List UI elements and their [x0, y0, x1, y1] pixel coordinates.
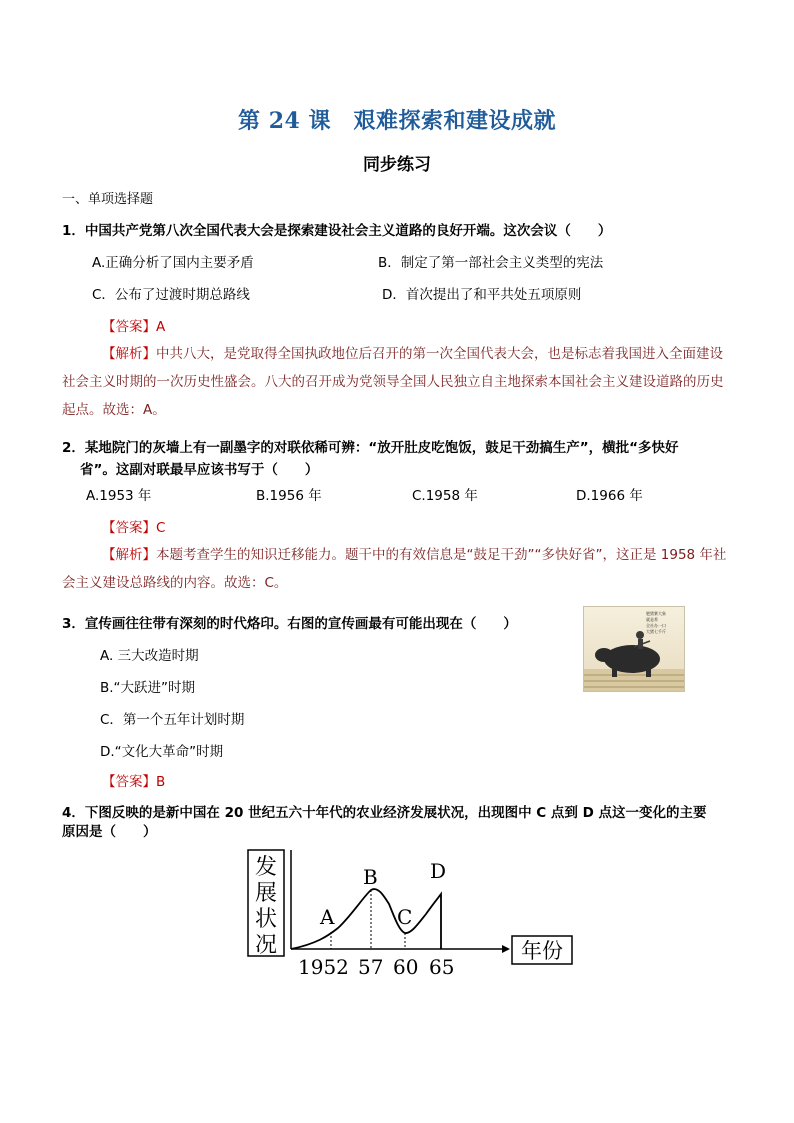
question-1-option-b: B．制定了第一部社会主义类型的宪法	[378, 255, 604, 271]
question-4-stem-line2: 原因是（ ）	[62, 824, 157, 840]
tick-label-1952: 1952	[298, 955, 349, 978]
propaganda-poster-image	[583, 606, 685, 692]
analysis-tag: 【解析】	[102, 547, 156, 563]
question-3-option-a: A. 三大改造时期	[100, 648, 199, 664]
point-label-c: C	[397, 905, 413, 929]
tick-label-65: 65	[429, 955, 455, 978]
analysis-text: 中共八大，是党取得全国执政地位后召开的第一次全国代表大会，也是标志着我国进入全面建设社会主义时期的一次历史性盛会。八大的召开成为党领导全国人民独立自主地探索本国社会主义建设道路的历史起点。故选：A。	[62, 346, 724, 418]
question-2-option-d: D.1966 年	[576, 488, 643, 504]
poster-caption-4: 大猪七千斤	[646, 629, 666, 634]
question-3-option-c: C．第一个五年计划时期	[100, 712, 245, 728]
question-1-option-a: A.正确分析了国内主要矛盾	[92, 255, 254, 271]
tick-label-57: 57	[358, 955, 384, 978]
x-axis-arrow	[502, 945, 510, 953]
question-4-stem-line1: 4．下图反映的是新中国在 20 世纪五六十年代的农业经济发展状况，出现图中 C 点到 D 点这一变化的主要	[62, 805, 707, 821]
chart-svg	[246, 846, 576, 978]
poster-illustration	[584, 607, 684, 691]
ylabel-char-4: 况	[254, 933, 278, 958]
question-1-analysis	[62, 340, 732, 424]
question-1-answer: 【答案】A	[102, 319, 166, 335]
question-3-option-d: D.“文化大革命”时期	[100, 744, 224, 760]
question-1-option-c: C．公布了过渡时期总路线	[92, 287, 250, 303]
question-1-option-d: D．首次提出了和平共处五项原则	[382, 287, 582, 303]
analysis-text: 本题考查学生的知识迁移能力。题干中的有效信息是“鼓足干劲”“多快好省”，这正是 1958 年社会主义建设总路线的内容。故选：C。	[62, 547, 727, 591]
question-2-option-a: A.1953 年	[86, 488, 152, 504]
ylabel-char-2: 展	[254, 881, 278, 906]
agriculture-development-chart	[246, 846, 576, 978]
question-2-stem-line1: 2．某地院门的灰墙上有一副墨字的对联依稀可辨：“放开肚皮吃饱饭，鼓足干劲搞生产”，横批“多快好	[62, 440, 679, 456]
poster-caption-2: 就是养	[646, 617, 658, 622]
page-subtitle: 同步练习	[363, 155, 431, 175]
question-2-stem-line2: 省”。这副对联最早应该书写于（ ）	[80, 462, 319, 478]
tick-label-60: 60	[393, 955, 419, 978]
question-2-answer: 【答案】C	[102, 520, 166, 536]
question-1-stem: 1．中国共产党第八次全国代表大会是探索建设社会主义道路的良好开端。这次会议（ ）	[62, 223, 612, 239]
poster-caption-1: 肥猪赛大象	[646, 611, 666, 616]
page-title: 第 24 课 艰难探索和建设成就	[238, 108, 556, 134]
question-3-option-b: B.“大跃进”时期	[100, 680, 196, 696]
question-3-answer: 【答案】B	[102, 774, 166, 790]
analysis-tag: 【解析】	[102, 346, 156, 362]
point-label-a: A	[320, 905, 335, 929]
ylabel-char-1: 发	[254, 855, 278, 880]
question-3-stem: 3．宣传画往往带有深刻的时代烙印。右图的宣传画最有可能出现在（ ）	[62, 616, 517, 632]
poster-caption-3: 全社办一口	[646, 623, 666, 628]
question-2-analysis	[62, 541, 732, 597]
question-2-option-c: C.1958 年	[412, 488, 478, 504]
development-curve	[291, 889, 441, 949]
point-label-d: D	[430, 859, 447, 883]
xlabel: 年份	[521, 939, 563, 963]
question-2-option-b: B.1956 年	[256, 488, 322, 504]
ylabel-char-3: 状	[254, 907, 278, 932]
point-label-b: B	[363, 865, 378, 889]
section-heading: 一、单项选择题	[62, 192, 154, 207]
